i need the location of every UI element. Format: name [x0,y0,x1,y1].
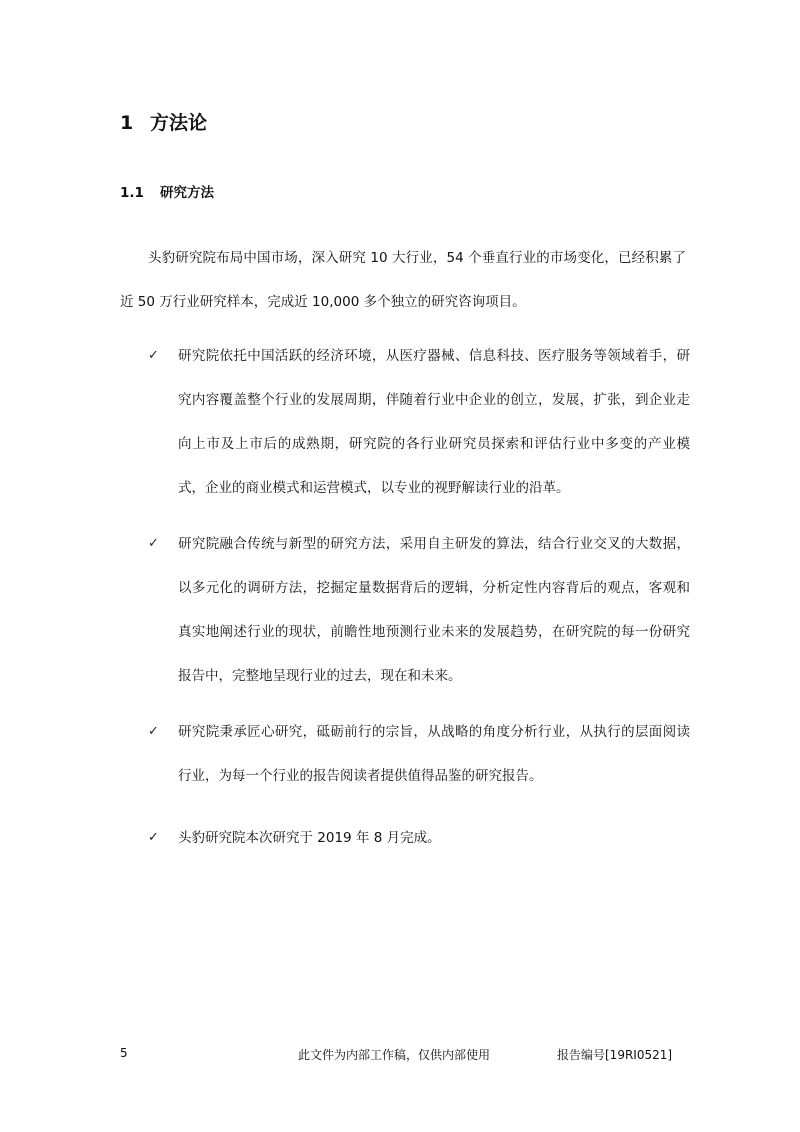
list-item-text: 研究院融合传统与新型的研究方法，采用自主研发的算法，结合行业交叉的大数据，以多元化的调研方法，挖掘定量数据背后的逻辑，分析定性内容背后的观点，客观和真实地阐述行业的现状，前瞻性地预测行业未来的发展趋势，在研究院的每一份研究报告中，完整地呈现行业的过去，现在和未来。 [178,536,690,684]
footer-note: 此文件为内部工作稿，仅供内部使用 [298,1048,491,1062]
page-number: 5 [120,1046,128,1060]
checkmark-icon: ✓ [148,536,159,551]
checkmark-icon: ✓ [148,348,159,363]
list-item-text: 研究院依托中国活跃的经济环境，从医疗器械、信息科技、医疗服务等领域着手，研究内容覆盖整个行业的发展周期，伴随着行业中企业的创立，发展，扩张，到企业走向上市及上市后的成熟期，研究院的各行业研究员探索和评估行业中多变的产业模式，企业的商业模式和运营模式，以专业的视野解读行业的沿革。 [178,348,690,496]
section-heading [120,108,207,135]
list-item-text: 头豹研究院本次研究于 2019 年 8 月完成。 [178,830,441,846]
subsection-number: 1.1 [120,185,144,201]
list-item-text: 研究院秉承匠心研究，砥砺前行的宗旨，从战略的角度分析行业，从执行的层面阅读行业，为每一个行业的报告阅读者提供值得品鉴的研究报告。 [178,724,690,784]
section-number: 1 [120,112,134,134]
report-id: 报告编号[19RI0521] [557,1048,673,1062]
section-title: 方法论 [150,112,208,134]
subsection-title: 研究方法 [160,185,214,201]
checkmark-icon: ✓ [148,724,159,739]
intro-paragraph: 头豹研究院布局中国市场，深入研究 10 大行业，54 个垂直行业的市场变化，已经积累了近 50 万行业研究样本，完成近 10,000 多个独立的研究咨询项目。 [120,250,686,310]
subsection-heading [120,181,214,201]
checkmark-icon: ✓ [148,830,159,845]
